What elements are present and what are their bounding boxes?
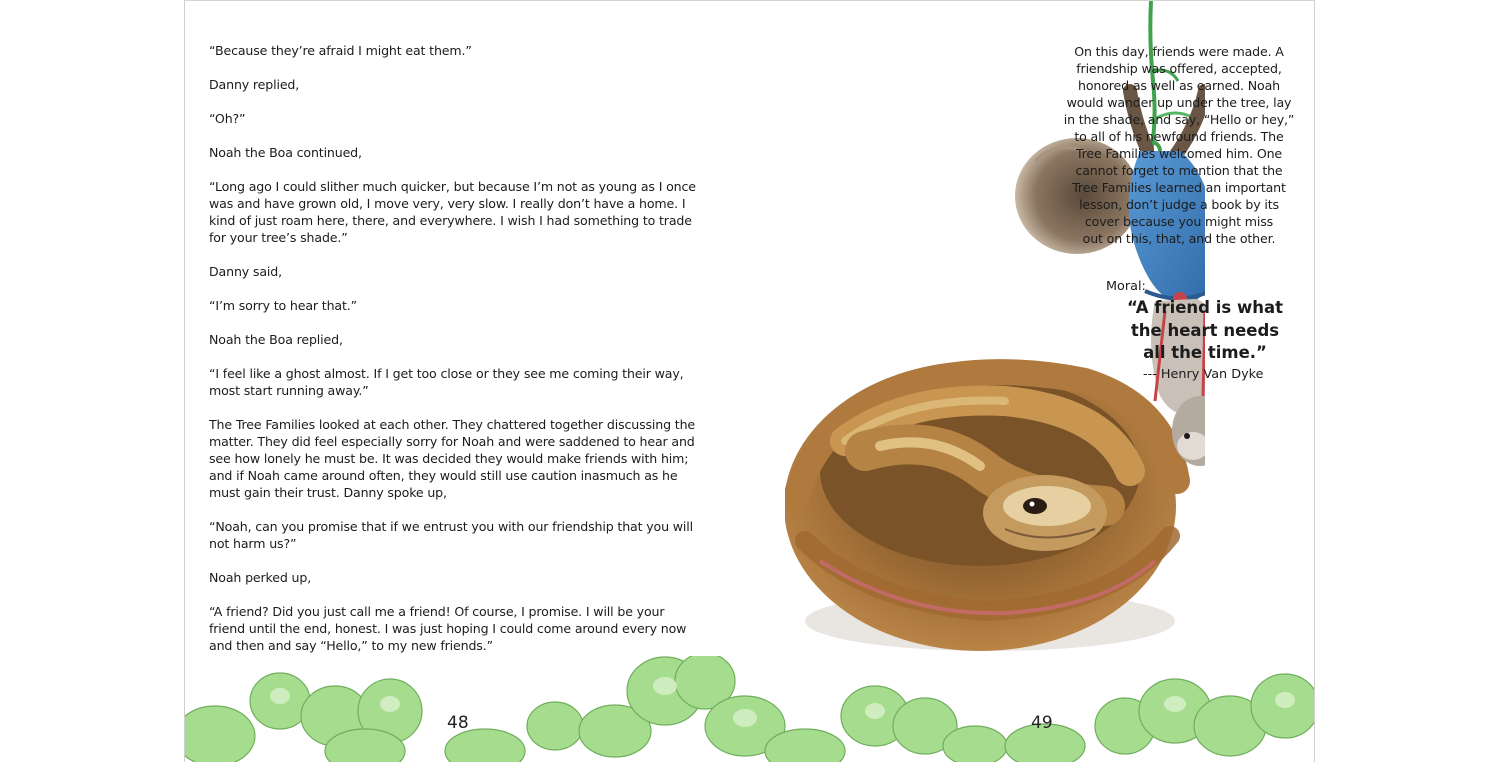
text-line: would wander up under the tree, lay bbox=[1066, 95, 1292, 110]
paragraph: “I feel like a ghost almost. If I get too close or they see me coming their way, most start running away.” bbox=[209, 366, 684, 398]
paragraph: Noah perked up, bbox=[209, 570, 312, 585]
paragraph: “Oh?” bbox=[209, 111, 246, 126]
paragraph: Noah the Boa continued, bbox=[209, 145, 362, 160]
paragraph: “Because they’re afraid I might eat them.” bbox=[209, 43, 472, 58]
paragraph: Noah the Boa replied, bbox=[209, 332, 343, 347]
paragraph: Danny said, bbox=[209, 264, 282, 279]
paragraph: “Long ago I could slither much quicker, but because I’m not as young as I once was and have grown old, I move very, very slow. I really don’t have a home. I kind of just roam here, there, and everywhere. I wish I had something to trade for your tree’s shade.” bbox=[209, 179, 696, 245]
text-line: cannot forget to mention that the bbox=[1075, 163, 1283, 178]
right-page-text bbox=[1053, 43, 1305, 247]
left-page-text bbox=[209, 42, 701, 671]
paragraph: “Noah, can you promise that if we entrust you with our friendship that you will not harm us?” bbox=[209, 519, 693, 551]
text-line: honored as well as earned. Noah bbox=[1078, 78, 1280, 93]
text-line: out on this, that, and the other. bbox=[1082, 231, 1276, 246]
text-line: Tree Families learned an important bbox=[1072, 180, 1286, 195]
page-number-left: 48 bbox=[447, 713, 469, 733]
clover-border-illustration bbox=[185, 656, 1315, 762]
text-line: to all of his newfound friends. The bbox=[1074, 129, 1284, 144]
text-line: cover because you might miss bbox=[1084, 214, 1274, 229]
text-line: lesson, don’t judge a book by its bbox=[1079, 197, 1279, 212]
moral-quote bbox=[1113, 297, 1297, 365]
quote-line: “A friend is what bbox=[1127, 298, 1283, 317]
text-line: Tree Families welcomed him. One bbox=[1075, 146, 1283, 161]
text-line: in the shade, and say, “Hello or hey,” bbox=[1063, 112, 1295, 127]
snake-coil bbox=[785, 361, 1177, 651]
paragraph: “A friend? Did you just call me a friend! Of course, I promise. I will be your friend until the end, honest. I was just hoping I could come around every now and then and say “Hello,” to my new friends.” bbox=[209, 604, 687, 653]
paragraph: The Tree Families looked at each other. They chattered together discussing the matter. They did feel especially sorry for Noah and were saddened to hear and see how lonely he must be. It was decided they would make friends with him; and if Noah came around often, they would still use caution inasmuch as he must gain their trust. Danny spoke up, bbox=[209, 417, 696, 500]
book-spread bbox=[184, 0, 1315, 762]
quote-line: the heart needs bbox=[1130, 320, 1280, 340]
quote-author: --- Henry Van Dyke bbox=[1143, 367, 1264, 382]
text-line: On this day, friends were made. A bbox=[1074, 44, 1284, 59]
quote-line: all the time.” bbox=[1143, 343, 1267, 362]
paragraph: “I’m sorry to hear that.” bbox=[209, 298, 357, 313]
moral-label: Moral: bbox=[1106, 279, 1146, 294]
text-line: friendship was offered, accepted, bbox=[1076, 61, 1282, 76]
paragraph: Danny replied, bbox=[209, 77, 300, 92]
page-number-right: 49 bbox=[1031, 713, 1053, 733]
